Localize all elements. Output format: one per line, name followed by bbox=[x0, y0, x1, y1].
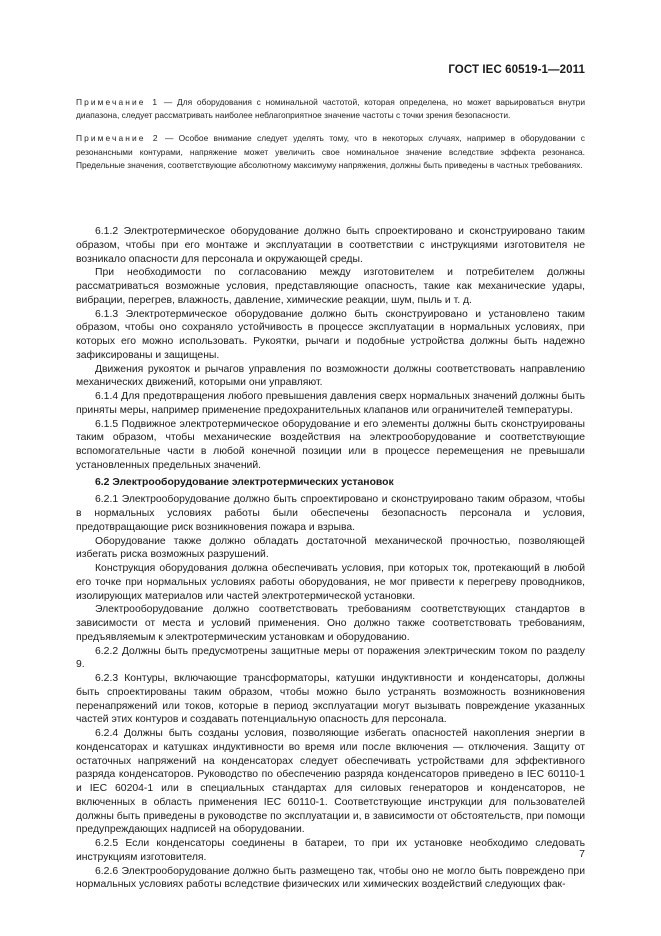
paragraph-6-2-1: 6.2.1 Электрооборудование должно быть спроектировано и сконструировано таким образом, чтобы в нормальных условиях работы были обеспечены безопасность персонала и условия, предотвращающие риск возникновения пожара и взрыва. bbox=[76, 494, 585, 533]
paragraph: Движения рукояток и рычагов управления по возможности должны соответствовать направлению механических движений, которыми они управляют. bbox=[76, 363, 585, 389]
note-1 bbox=[76, 96, 585, 122]
main-body bbox=[76, 225, 585, 892]
paragraph-6-1-4: 6.1.4 Для предотвращения любого превышения давления сверх нормальных значений должны быть приняты меры, например применение предохранительных клапанов или ограничителей температуры. bbox=[76, 391, 585, 416]
paragraph-6-1-5: 6.1.5 Подвижное электротермическое оборудование и его элементы должны быть сконструированы таким образом, чтобы механические воздействия на электрооборудование и соответствующие вспомогательные части в любой конечной позиции или в процессе перемещения не превышали установленных предельных значений. bbox=[76, 418, 585, 471]
paragraph: Конструкция оборудования должна обеспечивать условия, при которых ток, протекающий в любой его точке при нормальных условиях работы оборудования, не мог привести к перегреву проводников, изолирующих материалов или частей электротермической установки. bbox=[76, 563, 585, 602]
page-number: 7 bbox=[579, 848, 585, 860]
notes-block bbox=[76, 96, 585, 182]
note-text: — Особое внимание следует уделять тому, что в некоторых случаях, например в оборудовании с резонансными контурами, напряжение может увеличить свое номинальное значение вследствие эффекта резонанса. Предельные значения, соответствующие абсолютному максимуму напряжения, должны быть приведены в частных требованиях. bbox=[76, 133, 585, 170]
note-label: Примечание 1 bbox=[76, 97, 160, 107]
paragraph: Оборудование также должно обладать достаточной механической прочностью, позволяющей избегать риска возможных разрушений. bbox=[76, 535, 585, 561]
paragraph-6-1-2: 6.1.2 Электротермическое оборудование должно быть спроектировано и сконструировано таким образом, чтобы при его монтаже и эксплуатации в соответствии с инструкциями изготовителя не возникало опасности для персонала и окружающей среды. bbox=[76, 226, 585, 265]
paragraph-6-2-2: 6.2.2 Должны быть предусмотрены защитные меры от поражения электрическим током по разделу 9. bbox=[76, 645, 585, 671]
document-header: ГОСТ IEC 60519-1—2011 bbox=[448, 64, 585, 76]
paragraph: При необходимости по согласованию между изготовителем и потребителем должны рассматриваться возможные условия, представляющие опасность, такие как механические удары, вибрации, перегрев, влажность, давление, химические реакции, шум, пыль и т. д. bbox=[76, 267, 585, 306]
note-2 bbox=[76, 132, 585, 172]
note-label: Примечание 2 bbox=[76, 133, 160, 144]
note-text: — Для оборудования с номинальной частотой, которая определена, но может варьироваться внутри диапазона, следует рассматривать наиболее неблагоприятное значение частоты с точки зрения безопасности. bbox=[76, 97, 585, 121]
paragraph-6-1-3: 6.1.3 Электротермическое оборудование должно быть сконструировано и установлено таким образом, чтобы оно сохраняло устойчивость в процессе эксплуатации в нормальных условиях, при которых его можно использовать. Рукоятки, рычаги и подобные устройства должны быть надежно зафиксированы и защищены. bbox=[76, 308, 585, 361]
paragraph-6-2-5: 6.2.5 Если конденсаторы соединены в батареи, то при их установке необходимо следовать инструкциям изготовителя. bbox=[76, 838, 585, 863]
paragraph-6-2-6: 6.2.6 Электрооборудование должно быть размещено так, чтобы оно не могло быть повреждено при нормальных условиях работы вследствие физических или химических воздействий следующих фак- bbox=[76, 865, 585, 891]
paragraph: Электрооборудование должно соответствовать требованиям соответствующих стандартов в зависимости от места и условий применения. Оно должно также соответствовать требованиям, предъявляемым к электротермическим установкам и оборудованию. bbox=[76, 604, 585, 643]
paragraph-6-2-4: 6.2.4 Должны быть созданы условия, позволяющие избегать опасностей накопления энергии в конденсаторах и катушках индуктивности во время или после включения — отключения. Защиту от остаточных напряжений на конденсаторах следует обеспечивать устройствами для эффективного разряда конденсаторов. Руководство по обеспечению разряда конденсаторов приведено в IEC 60110-1 и IEC 60204-1 или в специальных стандартах для силовых генераторов и конденсаторов, не включенных в область применения IEC 60110-1. Соответствующие инструкции для пользователей должны быть приведены в руководстве по эксплуатации и, в зависимости от обстоятельств, при помощи предупреждающих надписей на оборудовании. bbox=[76, 728, 585, 836]
paragraph-6-2-3: 6.2.3 Контуры, включающие трансформаторы, катушки индуктивности и конденсаторы, должны быть спроектированы таким образом, чтобы можно было устранять возможность возникновения перенапряжений или токов, которые в период эксплуатации могут вызывать повреждение указанных частей этих контуров и создавать потенциальную опасность для персонала. bbox=[76, 673, 585, 726]
section-title-6-2: 6.2 Электрооборудование электротермических установок bbox=[95, 476, 394, 488]
